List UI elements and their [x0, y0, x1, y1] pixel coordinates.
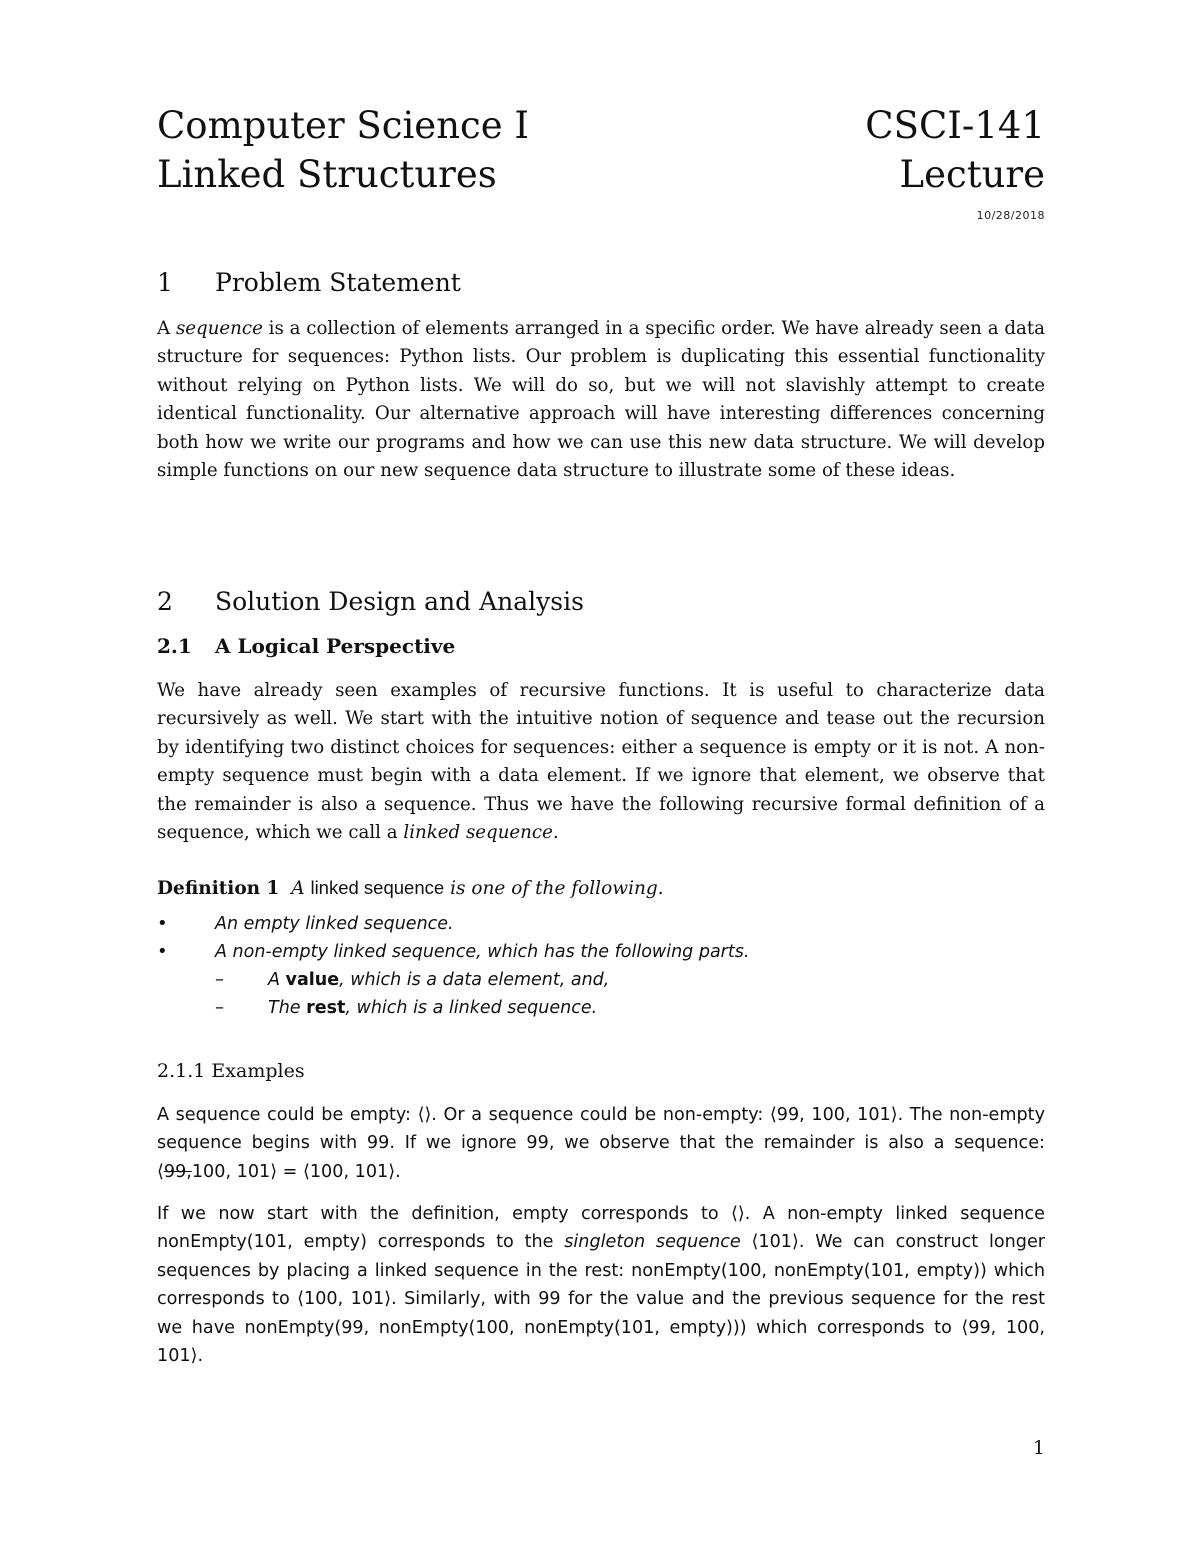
ex1-text-a: A sequence could be empty: ⟨⟩. Or a sequence could be non-empty: ⟨99, 100, 101⟩. The non-empty sequence begins with 99. If we ignore 99, we observe that the remainder is also a sequence: ⟨: [157, 1105, 1045, 1182]
definition-intro-a: A: [291, 878, 305, 899]
subitem-1-a: A: [268, 970, 286, 990]
section-1-title: Problem Statement: [215, 268, 461, 297]
subitem-2-a: The: [268, 998, 307, 1018]
examples-paragraph-1: [157, 1101, 1045, 1186]
section-2-heading: [157, 586, 1045, 618]
subsection-2-1-title: A Logical Perspective: [215, 634, 456, 658]
title-row-1: [157, 102, 1045, 150]
p1-emphasis: sequence: [175, 318, 263, 339]
subitem-2-c: , which is a linked sequence.: [345, 998, 598, 1018]
definition-label: Definition 1: [157, 878, 280, 899]
p2-text-a: We have already seen examples of recursive functions. It is useful to characterize data recursively as well. We start with the intuitive notion of sequence and tease out the recursion by identifying two distinct choices for sequences: either a sequence is empty or it is not. A non-empty sequence must begin with a data element. If we ignore that element, we observe that the remainder is also a sequence. Thus we have the following recursive formal definition of a sequence, which we call a: [157, 680, 1045, 844]
section-1-heading: [157, 267, 1045, 299]
ex1-strikethrough: 99,: [163, 1161, 192, 1182]
course-title: Computer Science I: [157, 104, 530, 147]
p1-text-b: is a collection of elements arranged in a specific order. We have already seen a data structure for sequences: Python lists. Our problem is duplicating this essential functionality without relying on Python lists. We will do so, but we will not slavishly attempt to create identical functionality. Our alternative approach will have interesting differences concerning both how we write our programs and how we can use this new data structure. We will develop simple functions on our new sequence data structure to illustrate some of these ideas.: [157, 318, 1046, 482]
ex1-text-b: 100, 101⟩ = ⟨100, 101⟩.: [191, 1161, 401, 1182]
p2-emphasis: linked sequence.: [403, 822, 559, 844]
definition-term: linked sequence: [310, 877, 445, 898]
section-1-number: 1: [157, 268, 173, 297]
subsubsection-title: Examples: [211, 1060, 305, 1082]
section-1-paragraph: [157, 315, 1045, 485]
ex2-emphasis: singleton sequence: [564, 1232, 741, 1253]
definition-1: [157, 874, 1045, 903]
section-2-paragraph: [157, 677, 1045, 847]
p1-text-a: A: [157, 318, 176, 339]
subsubsection-number: 2.1.1: [157, 1060, 206, 1082]
definition-subitem-2: [268, 994, 597, 1022]
section-2-number: 2: [157, 587, 173, 616]
definition-intro-c: is one of the following.: [450, 878, 664, 899]
doc-type: Lecture: [899, 153, 1045, 196]
section-2-title: Solution Design and Analysis: [215, 587, 584, 616]
value-term: value: [285, 970, 340, 990]
title-row-2: [157, 151, 1045, 199]
page-number: 1: [1032, 1437, 1045, 1459]
bullet-2-icon: •: [157, 941, 168, 962]
definition-item-2: A non-empty linked sequence, which has the following parts.: [215, 942, 750, 962]
definition-subitem-1: [268, 966, 609, 994]
subsection-2-1-number: 2.1: [157, 634, 192, 658]
topic-title: Linked Structures: [157, 153, 497, 196]
subsection-2-1-heading: [157, 632, 1045, 660]
dash-2-icon: –: [215, 997, 224, 1018]
rest-term: rest: [306, 998, 346, 1018]
date-label: 10/28/2018: [976, 209, 1045, 222]
definition-item-1: An empty linked sequence.: [215, 914, 454, 934]
ex2-text-b: ⟨101⟩. We can construct longer sequences by placing a linked sequence in the rest: nonEmpty(100, nonEmpty(101, empty)) which corresponds to ⟨100, 101⟩. Similarly, with 99 for the value and the previous sequence for the rest we have nonEmpty(99, nonEmpty(100, nonEmpty(101, empty))) which corresponds to ⟨99, 100, 101⟩.: [157, 1232, 1046, 1367]
course-code: CSCI-141: [865, 104, 1045, 147]
subsubsection-2-1-1-heading: [157, 1057, 305, 1085]
ex2-text-a: If we now start with the definition, empty corresponds to ⟨⟩. A non-empty linked sequence nonEmpty(101, empty) corresponds to the: [157, 1204, 1045, 1253]
examples-paragraph-2: [157, 1200, 1045, 1370]
bullet-1-icon: •: [157, 913, 168, 934]
dash-1-icon: –: [215, 969, 224, 990]
subitem-1-c: , which is a data element, and,: [339, 970, 610, 990]
